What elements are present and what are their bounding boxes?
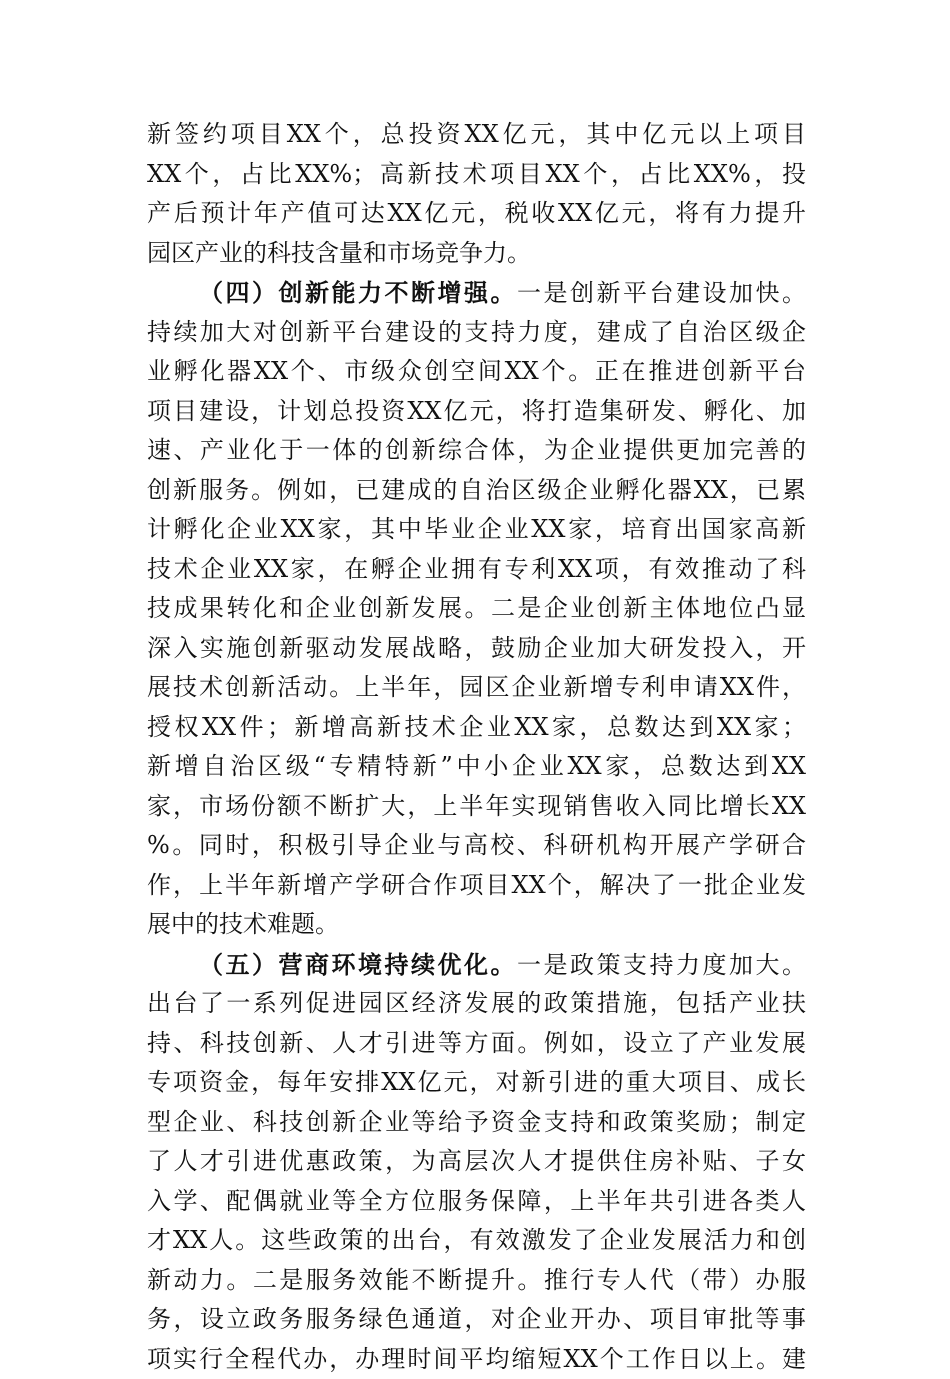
text-line bbox=[147, 984, 806, 1024]
text-line bbox=[147, 352, 806, 392]
line-text: %。同时，积极引导企业与高校、科研机构开展产学研合 bbox=[147, 831, 806, 859]
line-text: 技成果转化和企业创新发展。二是企业创新主体地位凸显 bbox=[147, 594, 806, 622]
line-text: XX个，占比XX%；高新技术项目XX个，占比XX%，投 bbox=[147, 160, 806, 188]
text-line bbox=[147, 787, 806, 827]
text-line bbox=[147, 1024, 806, 1064]
line-text: 展技术创新活动。上半年，园区企业新增专利申请XX件， bbox=[147, 673, 806, 701]
line-text: 新动力。二是服务效能不断提升。推行专人代（带）办服 bbox=[147, 1266, 806, 1294]
text-line bbox=[147, 115, 806, 155]
text-line bbox=[147, 510, 806, 550]
line-text: 持、科技创新、人才引进等方面。例如，设立了产业发展 bbox=[147, 1029, 806, 1057]
text-line bbox=[147, 1182, 806, 1222]
line-text: 一是创新平台建设加快。 bbox=[517, 279, 806, 307]
line-text: 出台了一系列促进园区经济发展的政策措施，包括产业扶 bbox=[147, 989, 806, 1017]
line-text: 家，市场份额不断扩大，上半年实现销售收入同比增长XX bbox=[147, 792, 806, 820]
line-text: 入学、配偶就业等全方位服务保障，上半年共引进各类人 bbox=[147, 1187, 806, 1215]
line-text: 新签约项目XX个，总投资XX亿元，其中亿元以上项目 bbox=[147, 120, 806, 148]
text-line bbox=[147, 708, 806, 748]
text-line bbox=[147, 1103, 806, 1143]
line-text: 了人才引进优惠政策，为高层次人才提供住房补贴、子女 bbox=[147, 1147, 806, 1175]
line-text: 持续加大对创新平台建设的支持力度，建成了自治区级企 bbox=[147, 318, 806, 346]
line-text: 务，设立政务服务绿色通道，对企业开办、项目审批等事 bbox=[147, 1305, 806, 1333]
text-line bbox=[147, 668, 806, 708]
text-line bbox=[147, 550, 806, 590]
text-line bbox=[147, 273, 806, 313]
line-text: 产后预计年产值可达XX亿元，税收XX亿元，将有力提升 bbox=[147, 199, 806, 227]
text-line bbox=[147, 945, 806, 985]
text-line bbox=[147, 1063, 806, 1103]
line-text: 项目建设，计划总投资XX亿元，将打造集研发、孵化、加 bbox=[147, 397, 806, 425]
line-text: 技术企业XX家，在孵企业拥有专利XX项，有效推动了科 bbox=[147, 555, 806, 583]
text-line bbox=[147, 1261, 806, 1301]
line-text: 专项资金，每年安排XX亿元，对新引进的重大项目、成长 bbox=[147, 1068, 806, 1096]
text-line bbox=[147, 431, 806, 471]
text-line bbox=[147, 1340, 806, 1379]
text-line bbox=[147, 1221, 806, 1261]
line-text: 项实行全程代办，办理时间平均缩短XX个工作日以上。建 bbox=[147, 1345, 806, 1373]
document-page bbox=[147, 115, 806, 1379]
line-text: 深入实施创新驱动发展战略，鼓励企业加大研发投入，开 bbox=[147, 634, 806, 662]
text-line bbox=[147, 313, 806, 353]
text-line bbox=[147, 194, 806, 234]
line-text: 才XX人。这些政策的出台，有效激发了企业发展活力和创 bbox=[147, 1226, 806, 1254]
text-line bbox=[147, 905, 806, 945]
line-text: 授权XX件；新增高新技术企业XX家，总数达到XX家； bbox=[147, 713, 806, 741]
text-line bbox=[147, 866, 806, 906]
line-text: 创新服务。例如，已建成的自治区级企业孵化器XX，已累 bbox=[147, 476, 806, 504]
text-line bbox=[147, 1300, 806, 1340]
text-line bbox=[147, 1142, 806, 1182]
line-text: 展中的技术难题。 bbox=[147, 910, 339, 938]
section-heading: （五）营商环境持续优化。 bbox=[199, 950, 517, 979]
line-text: 新增自治区级“专精特新”中小企业XX家，总数达到XX bbox=[147, 752, 806, 780]
line-text: 速、产业化于一体的创新综合体，为企业提供更加完善的 bbox=[147, 436, 806, 464]
text-line bbox=[147, 589, 806, 629]
text-line bbox=[147, 747, 806, 787]
text-line bbox=[147, 826, 806, 866]
section-heading: （四）创新能力不断增强。 bbox=[199, 278, 517, 307]
text-line bbox=[147, 471, 806, 511]
line-text: 作，上半年新增产学研合作项目XX个，解决了一批企业发 bbox=[147, 871, 806, 899]
line-text: 一是政策支持力度加大。 bbox=[517, 951, 806, 979]
text-line bbox=[147, 392, 806, 432]
line-text: 业孵化器XX个、市级众创空间XX个。正在推进创新平台 bbox=[147, 357, 806, 385]
line-text: 型企业、科技创新企业等给予资金支持和政策奖励；制定 bbox=[147, 1108, 806, 1136]
line-text: 园区产业的科技含量和市场竞争力。 bbox=[147, 239, 531, 267]
text-line bbox=[147, 234, 806, 274]
text-line bbox=[147, 155, 806, 195]
text-line bbox=[147, 629, 806, 669]
line-text: 计孵化企业XX家，其中毕业企业XX家，培育出国家高新 bbox=[147, 515, 806, 543]
